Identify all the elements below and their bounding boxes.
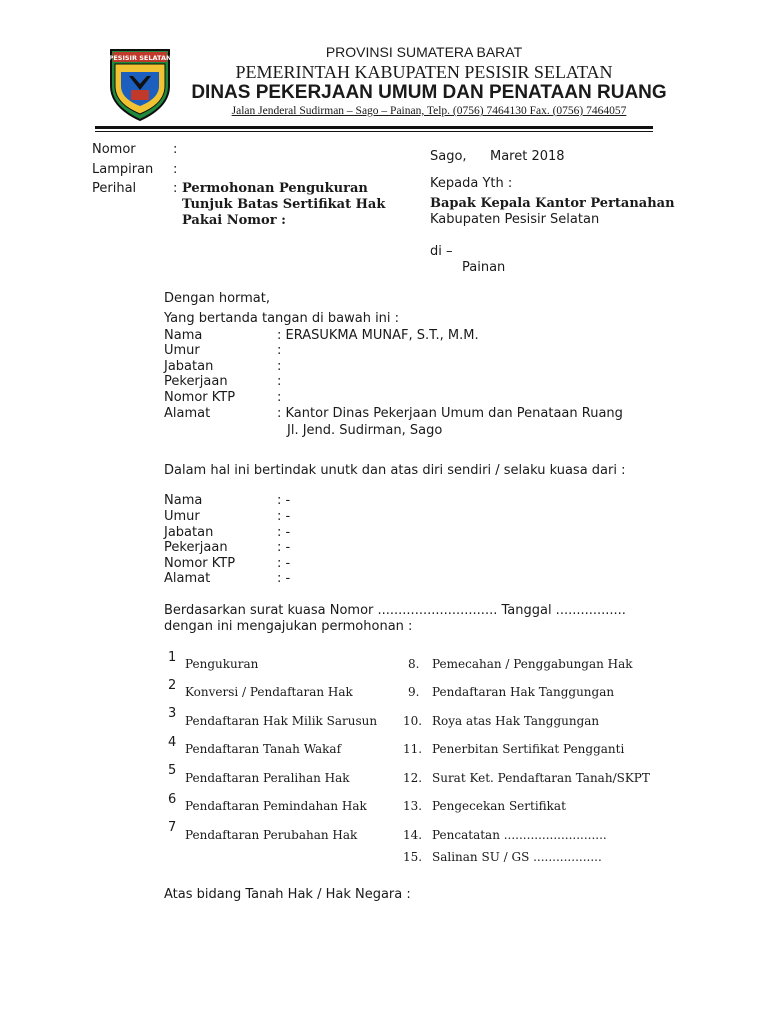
closing-line: Atas bidang Tanah Hak / Hak Negara : (164, 887, 411, 902)
perihal-line-3: Pakai Nomor : (182, 213, 286, 228)
signer-pekerjaan-label: Pekerjaan (164, 374, 228, 389)
signer-alamat-value-2: Jl. Jend. Sudirman, Sago (287, 423, 443, 438)
principal-nama-label: Nama (164, 493, 203, 508)
signer-nama-label: Nama (164, 328, 203, 343)
option-left-num: 4 (168, 735, 177, 750)
principal-alamat-value: : - (277, 571, 291, 586)
principal-ktp-label: Nomor KTP (164, 556, 236, 571)
option-right-label: Pengecekan Sertifikat (432, 799, 566, 813)
logo-text: PESISIR SELATAN (108, 54, 172, 62)
recipient-city: Painan (462, 260, 506, 275)
lampiran-label: Lampiran (92, 162, 154, 177)
perihal-line-2: Tunjuk Batas Sertifikat Hak (182, 197, 386, 212)
principal-jabatan-label: Jabatan (164, 525, 214, 540)
option-right-label: Pendaftaran Hak Tanggungan (432, 685, 615, 699)
principal-nama-value: : - (277, 493, 291, 508)
perihal-colon: : (173, 181, 178, 196)
intro-line: Yang bertanda tangan di bawah ini : (164, 311, 400, 326)
option-left-num: 7 (168, 820, 177, 835)
letter-place: Sago, (430, 149, 467, 164)
agency-heading: DINAS PEKERJAAN UMUM DAN PENATAAN RUANG (191, 82, 667, 103)
perihal-line-1: Permohonan Pengukuran (182, 181, 368, 196)
di-label: di – (430, 244, 453, 259)
option-right-num: 14. (403, 828, 423, 842)
principal-umur-label: Umur (164, 509, 200, 524)
option-right-num: 8. (408, 657, 420, 671)
option-right-num: 15. (403, 850, 423, 864)
province-heading: PROVINSI SUMATERA BARAT (325, 44, 523, 60)
option-left-label: Pendaftaran Hak Milik Sarusun (185, 714, 378, 728)
acting-statement: Dalam hal ini bertindak unutk dan atas diri sendiri / selaku kuasa dari : (164, 463, 626, 478)
option-left-label: Konversi / Pendaftaran Hak (185, 685, 353, 699)
signer-umur-value: : (277, 343, 282, 358)
option-left-num: 2 (168, 678, 177, 693)
option-right-num: 11. (403, 742, 423, 756)
option-left-label: Pendaftaran Tanah Wakaf (185, 742, 342, 756)
option-right-label: Penerbitan Sertifikat Pengganti (432, 742, 625, 756)
option-right-num: 9. (408, 685, 420, 699)
basis-line-1: Berdasarkan surat kuasa Nomor ............................. Tanggal ................. (164, 603, 626, 618)
signer-nama-value: : ERASUKMA MUNAF, S.T., M.M. (277, 328, 479, 343)
letter-date: Maret 2018 (490, 149, 565, 164)
agency-address: Jalan Jenderal Sudirman – Sago – Painan, Telp. (0756) 7464130 Fax. (0756) 7464057 (231, 105, 627, 117)
option-left-num: 5 (168, 763, 177, 778)
kepada-label: Kepada Yth : (430, 176, 513, 191)
principal-alamat-label: Alamat (164, 571, 211, 586)
option-left-num: 3 (168, 706, 177, 721)
government-heading: PEMERINTAH KABUPATEN PESISIR SELATAN (235, 62, 613, 82)
option-left-label: Pendaftaran Perubahan Hak (185, 828, 358, 842)
option-right-num: 13. (403, 799, 423, 813)
option-left-label: Pendaftaran Pemindahan Hak (185, 799, 367, 813)
signer-alamat-label: Alamat (164, 406, 211, 421)
recipient-title: Bapak Kepala Kantor Pertanahan (430, 196, 675, 211)
nomor-colon: : (173, 142, 178, 157)
principal-pekerjaan-label: Pekerjaan (164, 540, 228, 555)
principal-ktp-value: : - (277, 556, 291, 571)
recipient-office: Kabupaten Pesisir Selatan (430, 212, 600, 227)
signer-ktp-value: : (277, 390, 282, 405)
signer-jabatan-value: : (277, 359, 282, 374)
option-right-label: Surat Ket. Pendaftaran Tanah/SKPT (432, 771, 650, 785)
letterhead-rule-thick (95, 126, 653, 129)
option-left-label: Pengukuran (185, 657, 259, 671)
option-left-label: Pendaftaran Peralihan Hak (185, 771, 350, 785)
option-right-label: Roya atas Hak Tanggungan (432, 714, 600, 728)
nomor-label: Nomor (92, 142, 136, 157)
option-right-label: Pemecahan / Penggabungan Hak (432, 657, 633, 671)
letterhead-rule-thin (95, 131, 653, 132)
option-left-num: 6 (168, 792, 177, 807)
greeting: Dengan hormat, (164, 291, 271, 306)
option-right-label: Salinan SU / GS .................. (432, 850, 602, 864)
principal-umur-value: : - (277, 509, 291, 524)
principal-pekerjaan-value: : - (277, 540, 291, 555)
basis-line-2: dengan ini mengajukan permohonan : (164, 619, 413, 634)
signer-ktp-label: Nomor KTP (164, 390, 236, 405)
perihal-label: Perihal (92, 181, 137, 196)
option-right-num: 10. (403, 714, 423, 728)
principal-jabatan-value: : - (277, 525, 291, 540)
option-left-num: 1 (168, 650, 177, 665)
signer-umur-label: Umur (164, 343, 200, 358)
option-right-label: Pencatatan ........................... (432, 828, 607, 842)
signer-jabatan-label: Jabatan (164, 359, 214, 374)
signer-pekerjaan-value: : (277, 374, 282, 389)
signer-alamat-value: : Kantor Dinas Pekerjaan Umum dan Penataan Ruang (277, 406, 623, 421)
lampiran-colon: : (173, 162, 178, 177)
option-right-num: 12. (403, 771, 423, 785)
